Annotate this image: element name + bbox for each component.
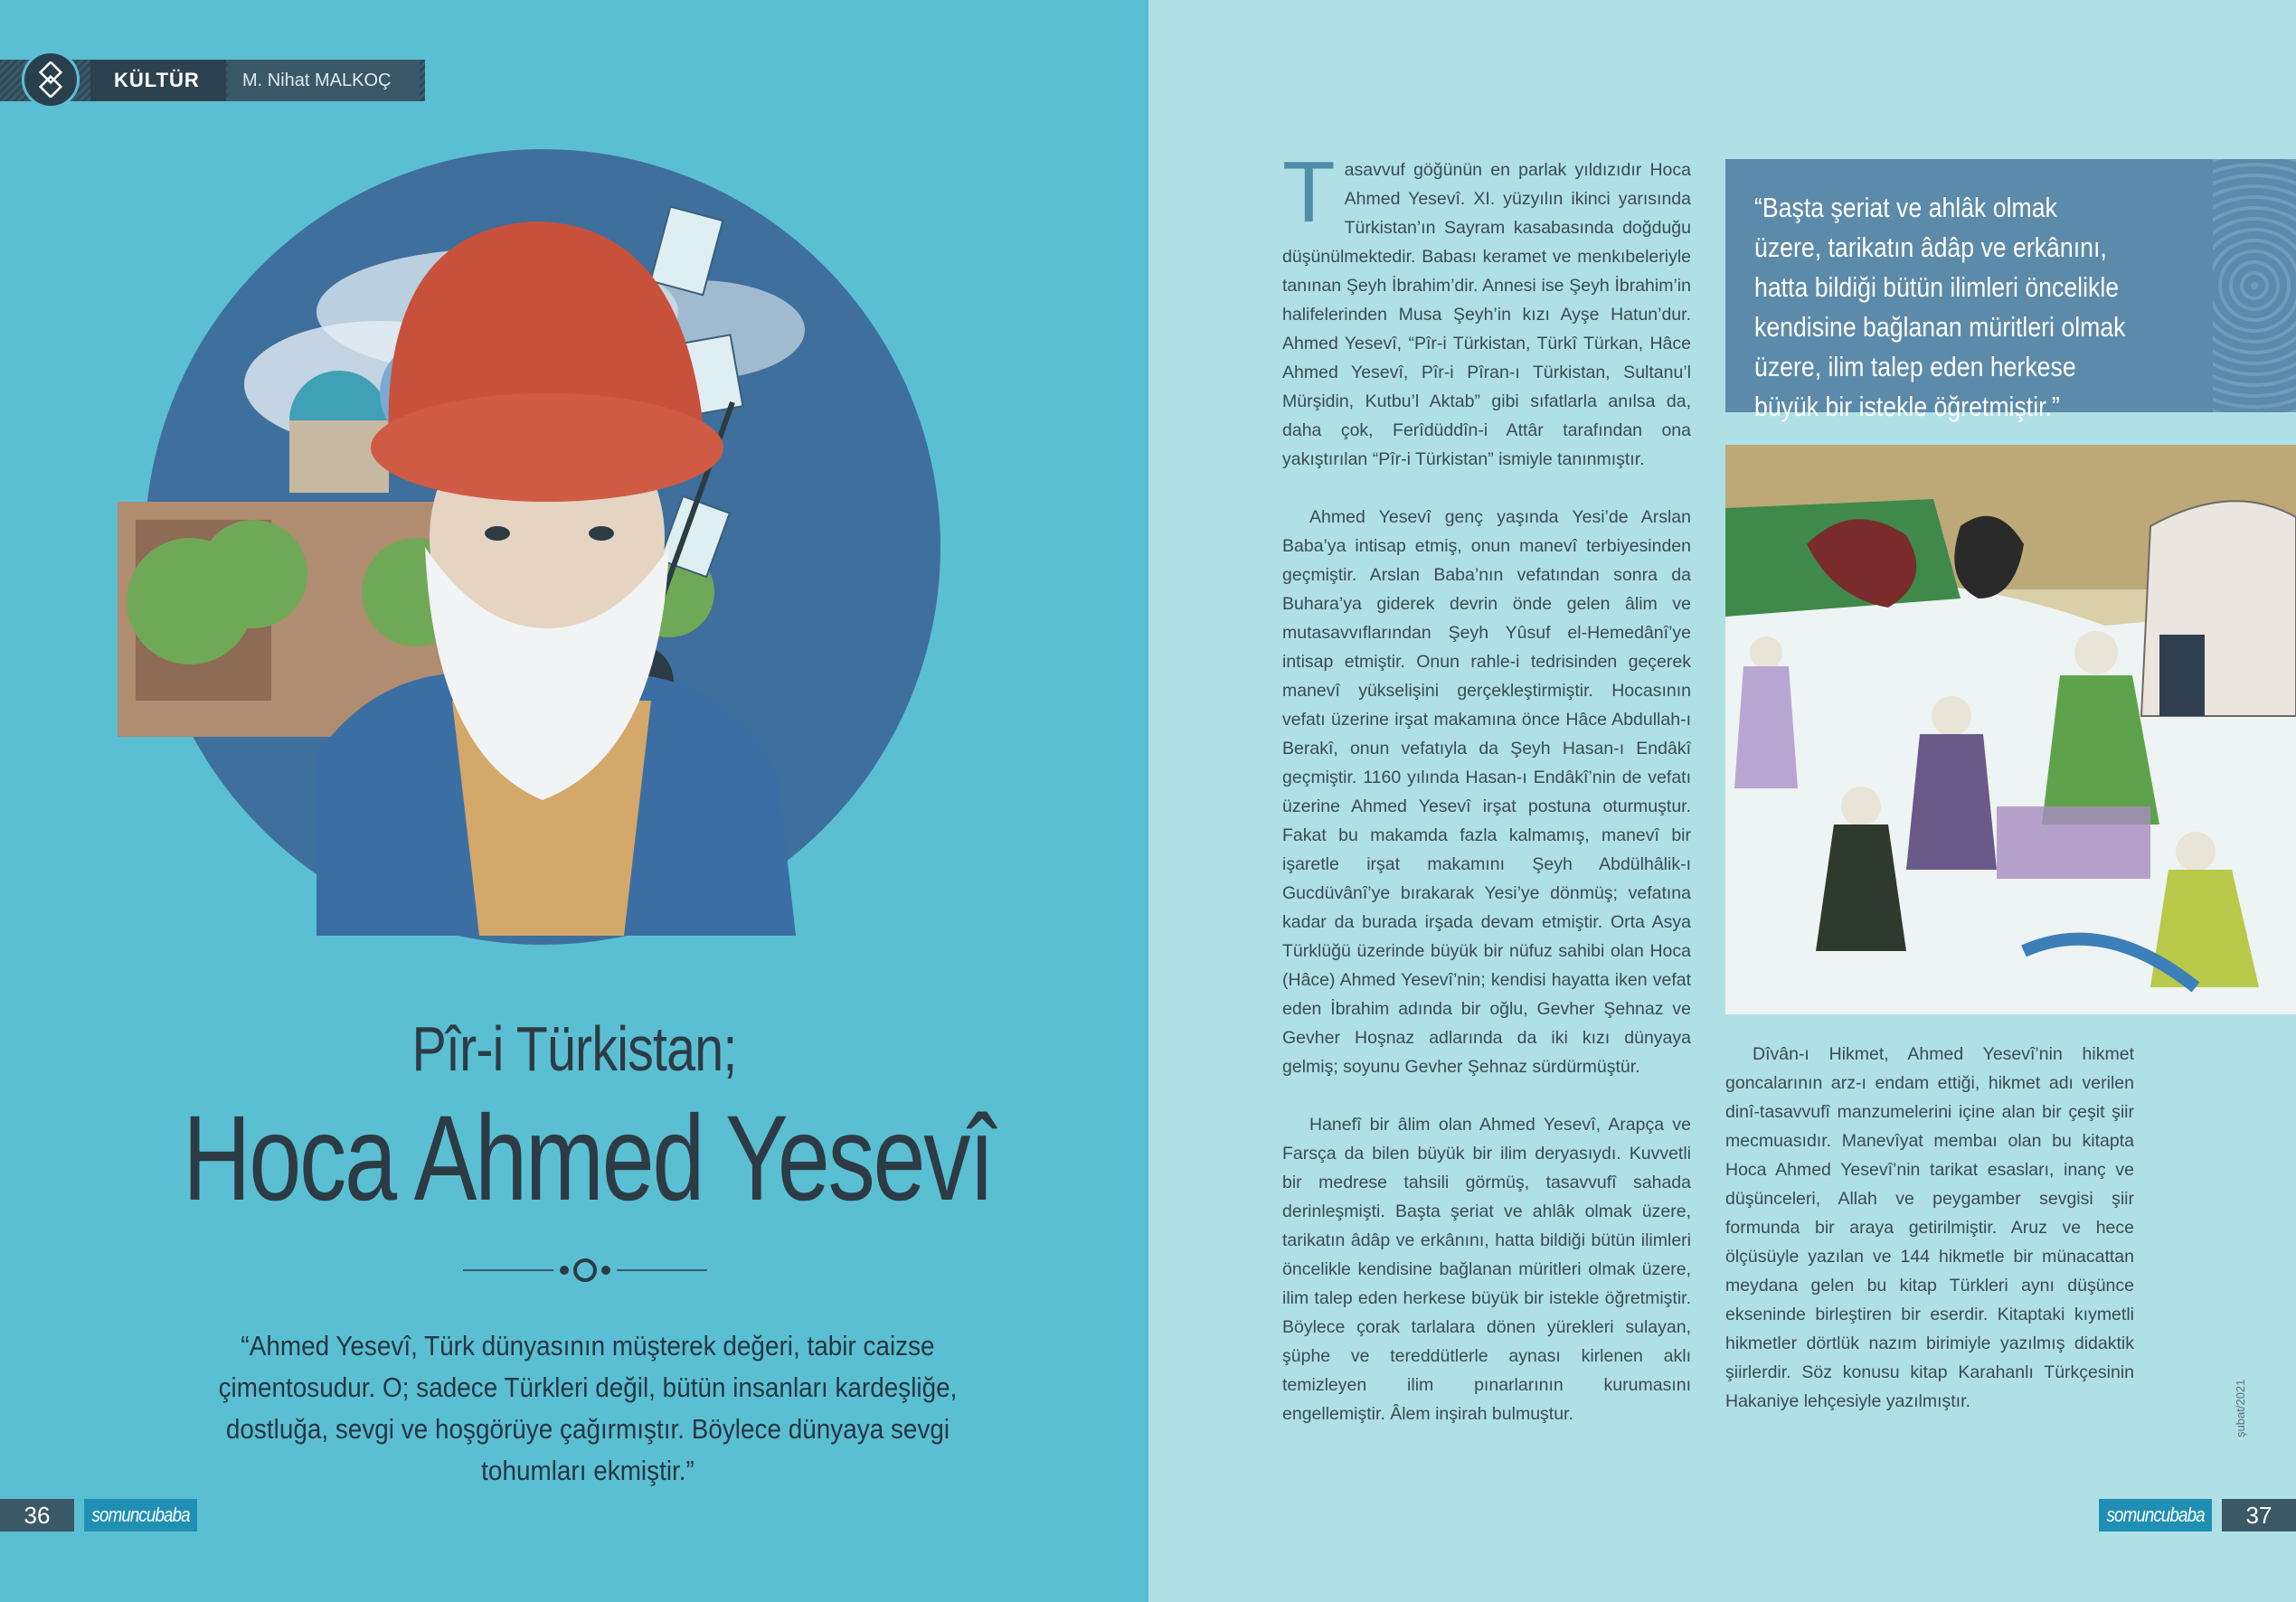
yesevi-portrait-illustration [109, 122, 977, 972]
right-page-footer [2089, 1499, 2296, 1531]
left-page-footer [0, 1499, 207, 1531]
paragraph-4: Dîvân-ı Hikmet, Ahmed Yesevî’nin hikmet goncalarının arz-ı endam ettiği, hikmet adı verilen dinî-tasavvufî manzumelerini içine alan bir çeşit şiir mecmuasıdır. Manevîyat membaı olan bu kitapta Hoca Ahmed Yesevî’nin tarikat esasları, inanç ve düşünceleri, Allah ve peygamber sevgisi şiir formunda bir araya getirilmiştir. Aruz ve hece ölçüsüyle yazılan ve 144 hikmetle bir münacattan meydana gelen bu kitap Türkleri aynı düşünce ekseninde birleştiren bir eserdir. Kitaptaki kıymetli hikmetler dörtlük nazım birimiyle yazılmış didaktik şiirlerdir. Söz konusu kitap Karahanlı Türkçesinin Hakaniye lehçesiyle yazılmıştır. [1725, 1044, 2134, 1411]
right-page [1148, 0, 2296, 1602]
paragraph-3: Hanefî bir âlim olan Ahmed Yesevî, Arapça ve Farsça da bilen büyük bir ilim deryasıydı. Kuvvetli bir medrese tahsili görmüş, tasavvufî sahada derinleşmişti. Başta şeriat ve ahlâk olmak üzere, tarikatın âdâp ve erkânını, hatta bildiği bütün ilimleri öncelikle kendisine bağlanan müritleri olmak üzere, ilim talep eden herkese büyük bir istekle öğretmiştir. Böylece çorak tarlalara dönen yürekleri sulayan, şüphe ve tereddütlerle aynası kirlenen aklı temizleyen ilim pınarlarının kurumasını engellemiştir. Âlem inşirah bulmuştur. [1282, 1115, 1691, 1424]
text-column-1 [1282, 144, 1691, 1457]
paragraph-2: Ahmed Yesevî genç yaşında Yesi’de Arslan Baba’ya intisap etmiş, onun manevî terbiyesinden geçmiştir. Arslan Baba’nın vefatından sonra da Buhara’ya giderek devrin önde gelen âlim ve mutasavvıflarından Şeyh Yûsuf el-Hemedânî’ye intisap etmiştir. Onun rahle-i tedrisinden geçerek manevî yükselişini gerçekleştirmiştir. Hocasının vefatı üzerine irşat makamına önce Hâce Abdullah-ı Berakî, onun vefatıyla da Şeyh Hasan-ı Endâkî geçmiştir. 1160 yılında Hasan-ı Endâkî’nin de vefatı üzerine Ahmed Yesevî irşat postuna oturmuştur. Fakat bu makamda fazla kalmamış, manevî bir işaretle irşat makamını Şeyh Abdülhâlik-ı Gucdüvânî’ye bırakarak Yesi’ye dönmüş; vefatına kadar da burada irşada devam etmiştir. Orta Asya Türklüğü üzerinde büyük bir nüfuz sahibi olan Hoca (Hâce) Ahmed Yesevî’nin; kendisi hayatta iken vefat eden İbrahim adında bir oğlu, Gevher Şehnaz ve Gevher Hoşnaz adlarında da iki kızı dünyaya gelmiş; soyunu Gevher Şehnaz sürdürmüştür. [1282, 507, 1691, 1077]
ornament-divider-icon [463, 1255, 707, 1286]
pull-quote-text: “Başta şeriat ve ahlâk olmak üzere, tarikatın âdâp ve erkânını, hatta bildiği bütün ilimleri öncelikle kendisine bağlanan müritleri olmak üzere, ilim talep eden herkese büyük bir istekle öğretmiştir.” [1754, 192, 2126, 422]
section-label: KÜLTÜR [90, 60, 226, 101]
page-number: 36 [0, 1499, 74, 1531]
pull-quote-box [1725, 159, 2296, 422]
author-name: M. Nihat MALKOÇ [228, 60, 420, 101]
brand-label: somuncubaba [84, 1499, 197, 1531]
title-line-1: Pîr-i Türkistan; [411, 1013, 737, 1084]
left-page-quote: “Ahmed Yesevî, Türk dünyasının müşterek değeri, tabir caizse çimentosudur. O; sadece Türkleri değil, bütün insanları kardeşliğe, dostluğa, sevgi ve hoşgörüye çağırmıştır. Böylece dünyaya sevgi tohumları ekmiştir.” [218, 1330, 958, 1486]
drop-cap: T [1282, 144, 1336, 240]
paragraph-1-text: asavvuf göğünün en parlak yıldızıdır Hoca Ahmed Yesevî. XI. yüzyılın ikinci yarısında Türkistan’ın Sayram kasabasında doğduğu düşünülmektedir. Babası keramet ve menkıbeleriyle tanınan Şeyh İbrahim’dir. Annesi ise Şeyh İbrahim’in halifelerinden Musa Şeyh’in kızı Ayşe Hatun’dur. Ahmed Yesevî, “Pîr-i Türkistan, Türkî Türkan, Hâce Ahmed Yesevî, Pîr-i Pîran-ı Türkistan, Sultanu’l Mürşidin, Kutbu’l Aktab” gibi sıfatlarla anılsa da, daha çok, Ferîdüddîn-i Attâr tarafından ona yakıştırılan “Pîr-i Türkistan” ismiyle tanınmıştır. [1282, 160, 1691, 469]
issue-date: şubat/2021 [2234, 1379, 2247, 1437]
ornament-pattern [2213, 159, 2296, 412]
page-number-right: 37 [2222, 1499, 2296, 1531]
magazine-logo-icon [22, 51, 80, 108]
title-line-2: Hoca Ahmed Yesevî [183, 1091, 993, 1226]
brand-label-right: somuncubaba [2099, 1499, 2212, 1531]
miniature-painting [1725, 445, 2296, 1014]
paragraph-1 [1282, 144, 1691, 474]
text-column-2 [1725, 1040, 2134, 1445]
